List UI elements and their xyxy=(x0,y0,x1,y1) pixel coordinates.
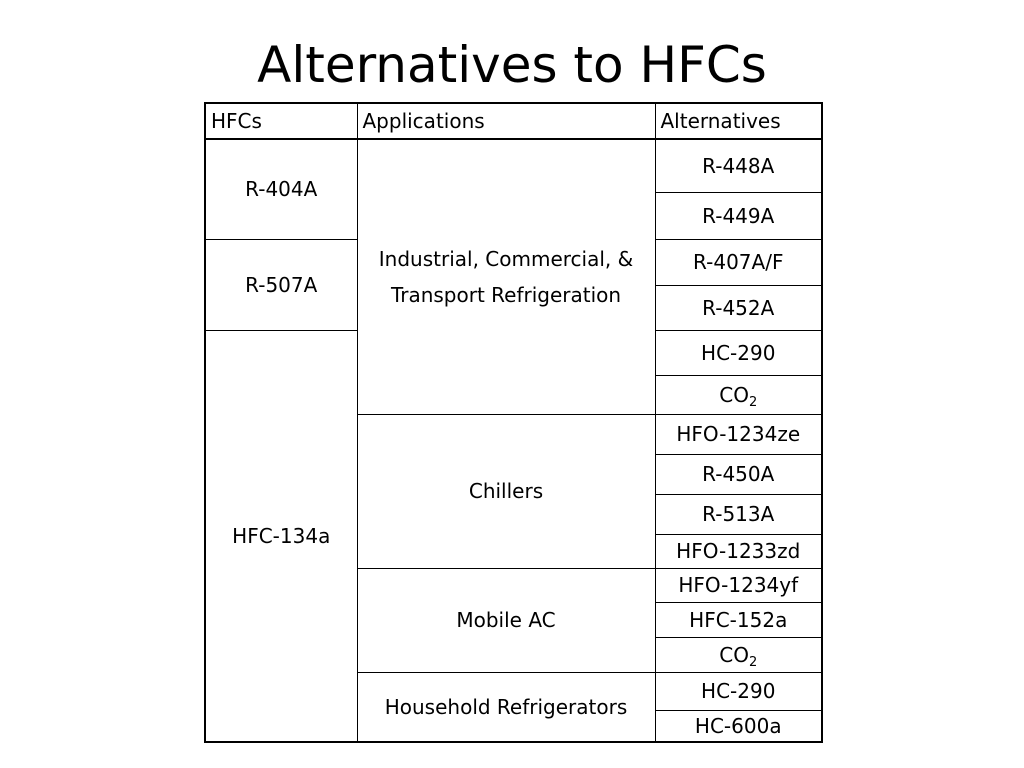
alternative-cell: HC-290 xyxy=(655,672,822,710)
alternative-cell: R-449A xyxy=(655,192,822,239)
hfc-cell-r404a: R-404A xyxy=(205,139,357,239)
co2-subscript: 2 xyxy=(748,394,758,410)
co2-base: CO xyxy=(719,382,749,407)
alternative-cell: R-448A xyxy=(655,139,822,192)
alternative-cell-co2 xyxy=(655,375,822,414)
application-cell-industrial xyxy=(357,139,655,414)
co2-base: CO xyxy=(719,642,749,667)
hfc-alternatives-table xyxy=(204,102,823,743)
application-cell-household: Household Refrigerators xyxy=(357,672,655,742)
application-cell-mobile-ac: Mobile AC xyxy=(357,568,655,672)
table-row xyxy=(205,139,822,192)
alternative-cell: R-513A xyxy=(655,494,822,534)
alternative-cell: HC-290 xyxy=(655,330,822,375)
alternative-cell: R-452A xyxy=(655,285,822,330)
co2-subscript: 2 xyxy=(748,654,758,670)
application-industrial-line2: Transport Refrigeration xyxy=(390,282,622,307)
hfc-cell-hfc134a: HFC-134a xyxy=(205,330,357,742)
header-hfcs: HFCs xyxy=(205,103,357,139)
alternative-cell: HFO-1234ze xyxy=(655,414,822,454)
slide-title: Alternatives to HFCs xyxy=(257,36,767,94)
application-industrial-line1: Industrial, Commercial, & xyxy=(378,246,634,271)
alternative-cell: R-450A xyxy=(655,454,822,494)
alternative-cell: HFC-152a xyxy=(655,602,822,637)
alternative-cell-co2 xyxy=(655,637,822,672)
header-applications: Applications xyxy=(357,103,655,139)
header-alternatives: Alternatives xyxy=(655,103,822,139)
hfc-cell-r507a: R-507A xyxy=(205,239,357,330)
alternative-cell: HFO-1233zd xyxy=(655,534,822,568)
alternative-cell: R-407A/F xyxy=(655,239,822,285)
application-cell-chillers: Chillers xyxy=(357,414,655,568)
alternative-cell: HC-600a xyxy=(655,710,822,742)
alternative-cell: HFO-1234yf xyxy=(655,568,822,602)
header-row xyxy=(205,103,822,139)
